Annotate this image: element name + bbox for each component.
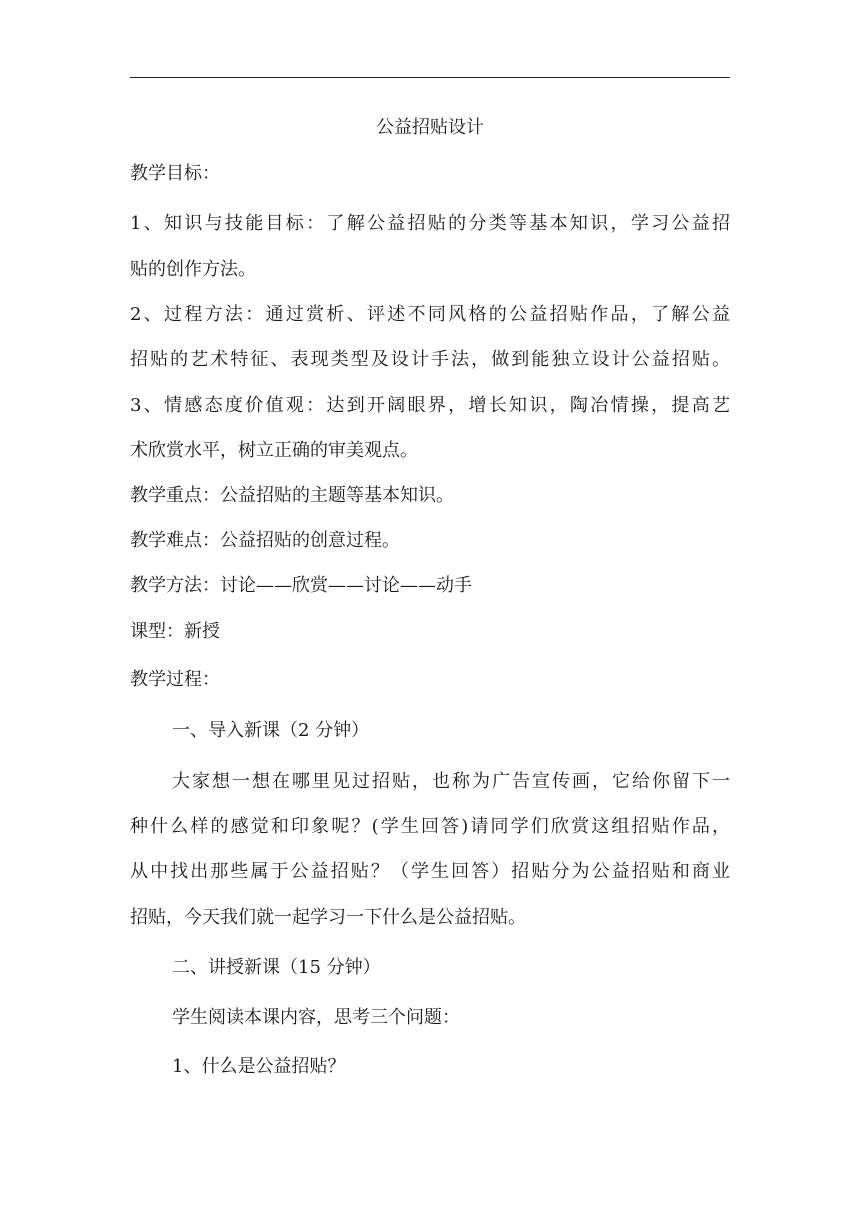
question-line: 1、什么是公益招贴？	[172, 1056, 346, 1077]
paragraph-line: 3、情感态度价值观：达到开阔眼界，增长知识，陶冶情操，提高艺	[130, 395, 730, 416]
subheading-intro: 一、导入新课（2 分钟）	[172, 720, 370, 741]
paragraph-line: 招贴，今天我们就一起学习一下什么是公益招贴。	[130, 907, 526, 928]
paragraph-line: 学生阅读本课内容，思考三个问题：	[172, 1007, 460, 1028]
difficulties-line: 教学难点：公益招贴的创意过程。	[130, 530, 400, 551]
paragraph-line: 从中找出那些属于公益招贴？（学生回答）招贴分为公益招贴和商业	[130, 861, 730, 882]
paragraph-line: 1、知识与技能目标：了解公益招贴的分类等基本知识，学习公益招	[130, 213, 730, 234]
methods-line: 教学方法：讨论——欣赏——讨论——动手	[130, 575, 472, 596]
paragraph-line: 种什么样的感觉和印象呢？(学生回答)请同学们欣赏这组招贴作品，	[130, 816, 730, 837]
lesson-type-line: 课型：新授	[130, 621, 220, 642]
paragraph-line: 招贴的艺术特征、表现类型及设计手法，做到能独立设计公益招贴。	[130, 349, 730, 370]
section-heading-objectives: 教学目标：	[130, 163, 220, 184]
paragraph-line: 贴的创作方法。	[130, 259, 256, 280]
key-points-line: 教学重点：公益招贴的主题等基本知识。	[130, 485, 454, 506]
subheading-new-lesson: 二、讲授新课（15 分钟）	[172, 957, 381, 978]
paragraph-line: 术欣赏水平，树立正确的审美观点。	[130, 440, 418, 461]
header-rule	[130, 77, 730, 78]
paragraph-line: 大家想一想在哪里见过招贴，也称为广告宣传画，它给你留下一	[172, 771, 730, 792]
paragraph-line: 2、过程方法：通过赏析、评述不同风格的公益招贴作品，了解公益	[130, 304, 730, 325]
section-heading-process: 教学过程：	[130, 669, 220, 690]
document-title: 公益招贴设计	[376, 117, 484, 138]
